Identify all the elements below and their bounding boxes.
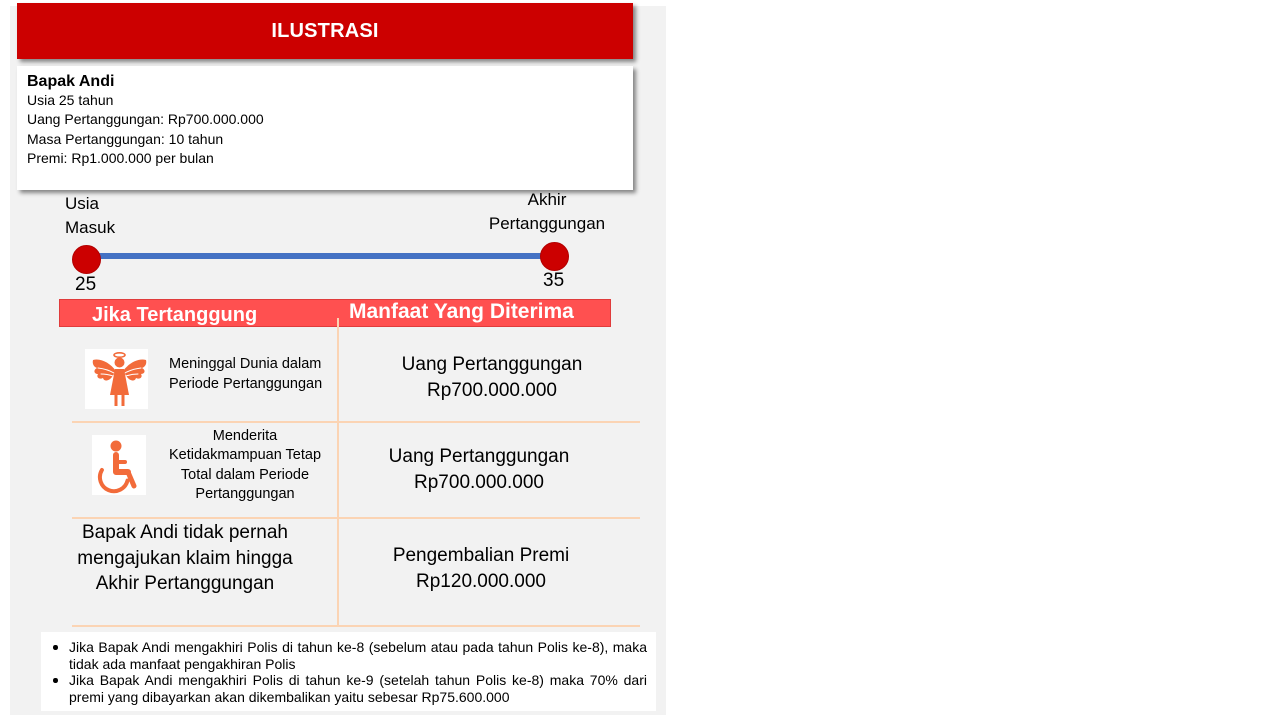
condition-line: Menderita <box>212 428 278 444</box>
column-divider <box>337 318 339 625</box>
page-title: ILUSTRASI <box>271 19 379 42</box>
bullet-icon <box>53 645 58 650</box>
benefit-label: Uang Pertanggungan <box>401 354 583 375</box>
condition-line: Periode Pertanggungan <box>169 375 323 392</box>
row-divider <box>72 421 640 423</box>
angel-icon-graphic <box>85 349 148 409</box>
angel-icon <box>85 349 148 409</box>
note-text: Jika Bapak Andi mengakhiri Polis di tahun ke-8 (sebelum atau pada tahun Polis ke-8), maka tidak ada manfaat pengakhiran Polis <box>69 639 647 672</box>
benefit-label: Uang Pertanggungan <box>388 446 570 467</box>
timeline-start-label <box>65 192 115 240</box>
benefit-amount: Rp120.000.000 <box>416 571 546 592</box>
timeline-end-label <box>477 188 617 236</box>
benefit-label: Pengembalian Premi <box>392 545 570 566</box>
timeline-end-marker <box>540 242 569 271</box>
benefit-amount: Rp700.000.000 <box>427 380 557 401</box>
wheelchair-user-head <box>111 441 122 452</box>
wheelchair-icon <box>92 435 146 495</box>
benefit-text <box>382 352 602 404</box>
note-text: Jika Bapak Andi mengakhiri Polis di tahun ke-9 (setelah tahun Polis ke-8) maka 70% dari premi yang dibayarkan akan dikembalikan yaitu sebesar Rp75.600.000 <box>69 672 647 705</box>
timeline-start-label-line: Usia <box>65 194 100 213</box>
angel-left-leg <box>115 395 118 406</box>
benefit-text <box>371 543 591 595</box>
angel-left-wing <box>93 360 116 381</box>
profile-card <box>17 66 633 190</box>
benefit-text <box>369 444 589 496</box>
angel-head <box>115 358 125 368</box>
timeline-start-label-line: Masuk <box>65 218 116 237</box>
detail-premium: Premi: Rp1.000.000 per bulan <box>27 150 214 167</box>
detail-age: Usia 25 tahun <box>27 92 114 108</box>
angel-halo <box>114 353 125 357</box>
notes-list <box>41 639 656 705</box>
condition-line: Meninggal Dunia dalam <box>169 356 322 372</box>
timeline-end-label-line: Akhir <box>527 190 567 209</box>
timeline-end-label-line: Pertanggungan <box>488 214 606 233</box>
timeline-end-age: 35 <box>543 270 565 291</box>
condition-line: Akhir Pertanggungan <box>95 573 275 594</box>
condition-text <box>160 427 330 504</box>
note-item <box>41 672 656 705</box>
profile-details <box>27 91 264 169</box>
condition-line: Bapak Andi tidak pernah <box>82 522 288 543</box>
condition-line: mengajukan klaim hingga <box>77 547 293 569</box>
condition-line: Pertanggungan <box>195 485 295 502</box>
column-header-condition: Jika Tertanggung <box>92 304 258 326</box>
timeline-start-age: 25 <box>75 274 97 295</box>
condition-line: Total dalam Periode <box>180 466 310 483</box>
condition-line: Ketidakmampuan Tetap <box>168 447 322 464</box>
condition-text <box>169 355 322 394</box>
timeline-bar <box>98 253 542 259</box>
bullet-icon <box>53 678 58 683</box>
title-bar <box>17 3 633 59</box>
angel-right-leg <box>122 395 125 406</box>
angel-right-wing <box>123 360 146 381</box>
row-divider <box>72 517 640 519</box>
wheelchair-icon-graphic <box>92 435 146 495</box>
notes-box <box>41 632 656 711</box>
benefit-amount: Rp700.000.000 <box>414 472 544 493</box>
row-divider <box>72 625 640 627</box>
note-item <box>41 639 656 672</box>
detail-coverage-term: Masa Pertanggungan: 10 tahun <box>27 130 224 147</box>
column-header-benefit: Manfaat Yang Diterima <box>349 300 574 323</box>
insured-name: Bapak Andi <box>27 73 115 90</box>
detail-sum-assured: Uang Pertanggungan: Rp700.000.000 <box>27 111 264 128</box>
condition-text <box>60 520 310 597</box>
wheelchair-user-leg <box>128 472 134 486</box>
timeline-start-marker <box>72 245 101 274</box>
